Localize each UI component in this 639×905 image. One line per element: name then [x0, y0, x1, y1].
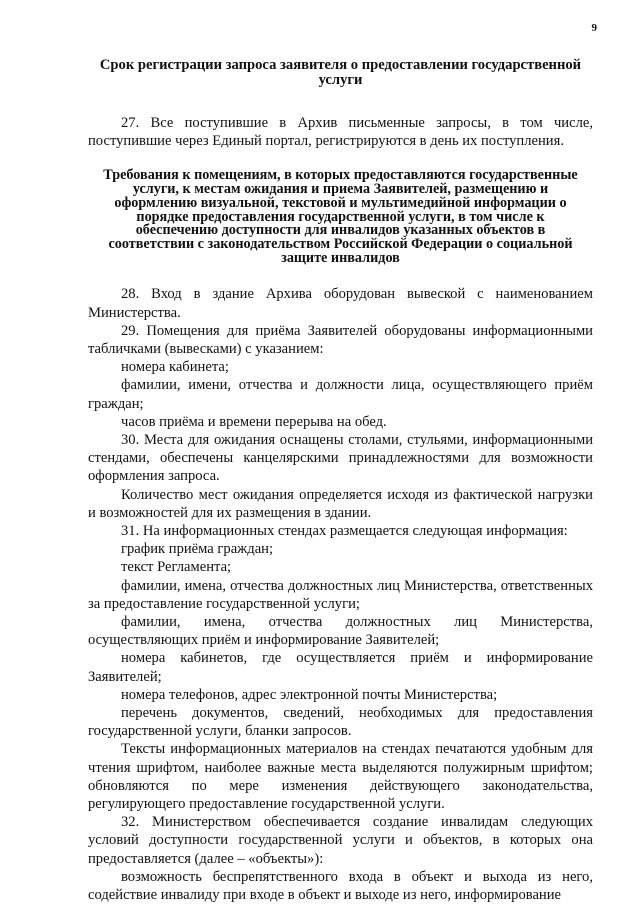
- paragraph-28: 28. Вход в здание Архива оборудован вывеской с наименованием Министерства.: [88, 286, 593, 321]
- paragraph-30: 30. Места для ожидания оснащены столами, стульями, информационными стендами, обеспечены канцелярскими принадлежностями для возможности оформления запроса.: [88, 431, 593, 485]
- paragraph-29: 29. Помещения для приёма Заявителей оборудованы информационными табличками (вывесками) с указанием:: [88, 322, 593, 357]
- list-item-schedule: график приёма граждан;: [121, 541, 274, 558]
- list-item-accessible-entry: возможность беспрепятственного входа в объект и выхода из него, содействие инвалиду при входе в объект и выходе из него, информирование: [88, 868, 593, 904]
- paragraph-information-materials: Тексты информационных материалов на стендах печатаются удобным для чтения шрифтом, наиболее важные места выделяются полужирным шрифтом; обновляются по мере изменения действующего законодательства, регулирующего предоставление государственной услуги.: [88, 741, 593, 813]
- page-number: 9: [591, 22, 597, 34]
- paragraph-27: 27. Все поступившие в Архив письменные запросы, в том числе, поступившие через Единый портал, регистрируются в день их поступления.: [88, 115, 593, 150]
- list-item-contacts: номера телефонов, адрес электронной почты Министерства;: [121, 686, 498, 703]
- list-item-responsible-officials: фамилии, имена, отчества должностных лиц Министерства, ответственных за предоставление государственной услуги;: [88, 577, 593, 612]
- paragraph-32: 32. Министерством обеспечивается создание инвалидам следующих условий доступности государственной услуги и объектов, в которых она предоставляется (далее – «объекты»):: [88, 814, 593, 867]
- list-item-office-numbers: номера кабинетов, где осуществляется приём и информирование Заявителей;: [88, 650, 593, 685]
- section-heading-premises-requirements: Требования к помещениям, в которых предоставляются государственные услуги, к местам ожидания и приема Заявителей, размещению и оформлению визуальной, текстовой и мультимедийной информации о порядке предоставления государственной услуги, в том числе к обеспечению доступности для инвалидов указанных объектов в соответствии с законодательством Российской Федерации о социальной защите инвалидов: [103, 167, 578, 266]
- list-item-documents: перечень документов, сведений, необходимых для предоставления государственной услуги, бланки запросов.: [88, 705, 593, 740]
- paragraph-31: 31. На информационных стендах размещается следующая информация:: [121, 522, 568, 539]
- list-item-regulation-text: текст Регламента;: [121, 559, 232, 576]
- section-heading-registration: Срок регистрации запроса заявителя о предоставлении государственной услуги: [99, 57, 582, 88]
- list-item-official-name: фамилии, имени, отчества и должности лица, осуществляющего приём граждан;: [88, 377, 593, 412]
- list-item-reception-hours: часов приёма и времени перерыва на обед.: [121, 413, 387, 430]
- paragraph-waiting-places: Количество мест ожидания определяется исходя из фактической нагрузки и возможностей для их размещения в здании.: [88, 486, 593, 521]
- page-content: [88, 58, 593, 904]
- list-item-reception-officials: фамилии, имена, отчества должностных лиц Министерства, осуществляющих приём и информирование Заявителей;: [88, 613, 593, 649]
- list-item-room-number: номера кабинета;: [121, 359, 229, 376]
